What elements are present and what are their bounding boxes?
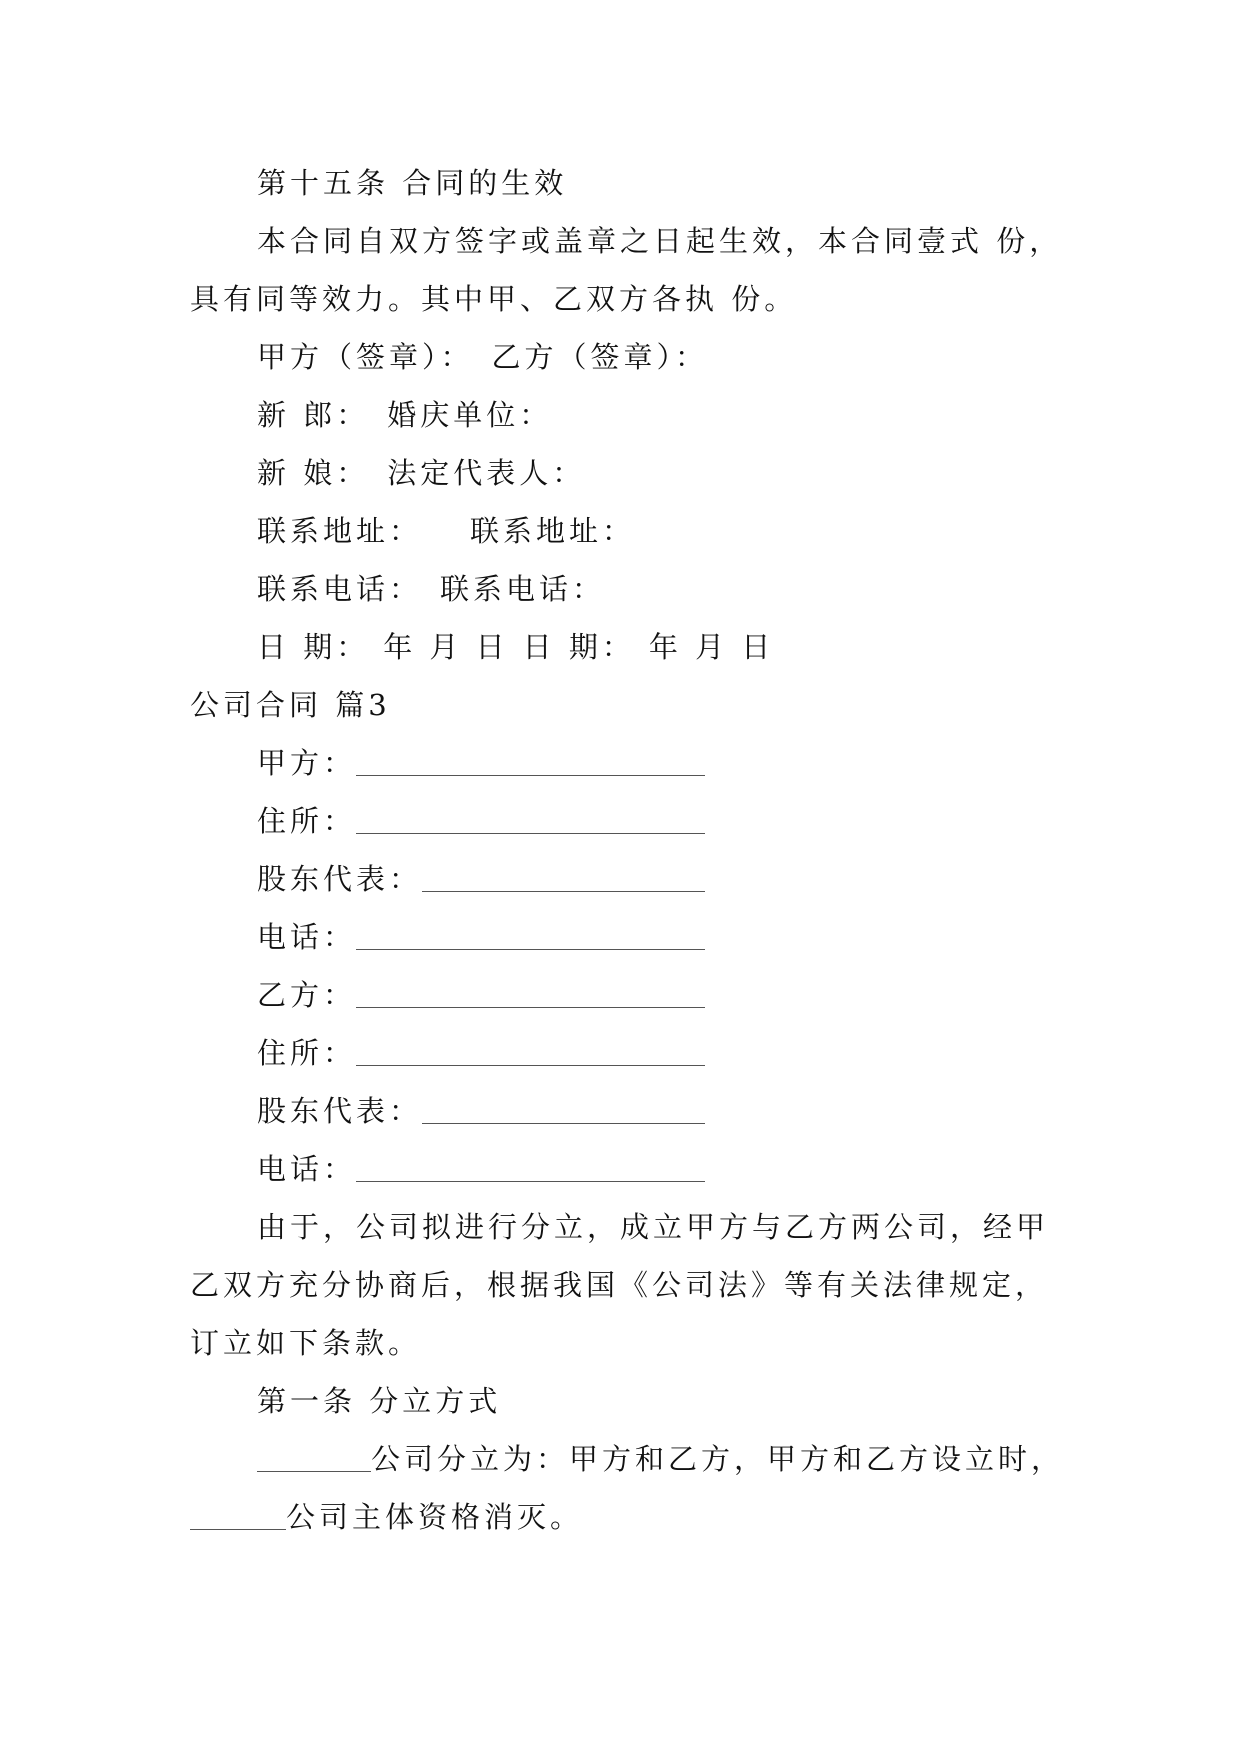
company-name-blank [257,1445,371,1472]
article1-line1-text: 公司分立为：甲方和乙方，甲方和乙方设立时， [371,1442,1065,1476]
sign-row [257,337,708,377]
party-b-row [257,975,705,1015]
address-a-blank [356,807,705,834]
preamble-line2: 乙双方充分协商后，根据我国《公司法》等有关法律规定， [190,1268,1049,1302]
article15-para-line2: 具有同等效力。其中甲、乙双方各执 份。 [190,282,798,316]
date-row [257,627,774,667]
phone-b-label: 电话： [257,1152,357,1186]
article15-heading: 第十五条 合同的生效 [257,166,568,200]
groom-label: 新 郎： [257,398,370,432]
rep-b-row [257,1091,705,1131]
phone-a-blank [356,923,705,950]
preamble-line1: 由于，公司拟进行分立，成立甲方与乙方两公司，经甲 [257,1210,1050,1244]
party-a-sign-label: 甲方（签章）： [257,340,474,374]
phone-a-label: 电话： [257,920,357,954]
rep-a-row [257,859,705,899]
wedding-unit-label: 婚庆单位： [387,398,553,432]
rep-a-label: 股东代表： [257,862,423,896]
rep-a-blank [422,865,705,892]
party-a-row [257,743,705,783]
phone-label-a: 联系电话： [257,572,423,606]
article15-para-line1: 本合同自双方签字或盖章之日起生效，本合同壹式 份， [257,224,1063,258]
article1-line1 [257,1439,1064,1479]
address-b-row [257,1033,705,1073]
date-label-b: 日 期： [522,630,635,664]
article1-heading: 第一条 分立方式 [257,1384,502,1418]
party-b-sign-label: 乙方（签章）： [491,340,709,374]
phone-b-row [257,1149,705,1189]
phone-row [257,569,605,609]
address-b-label: 住所： [257,1036,357,1070]
party-b-label: 乙方： [257,978,357,1012]
preamble-line3: 订立如下条款。 [190,1326,422,1360]
party-a-blank [356,749,705,776]
party-a-label: 甲方： [257,746,357,780]
address-label-a: 联系地址： [257,514,423,548]
bride-label: 新 娘： [257,456,370,490]
phone-a-row [257,917,705,957]
address-row [257,511,635,551]
article1-line2-text: 公司主体资格消灭。 [286,1500,584,1534]
phone-b-blank [356,1155,705,1182]
rep-b-label: 股东代表： [257,1094,423,1128]
section-title: 公司合同 篇3 [190,688,391,722]
address-a-row [257,801,705,841]
legal-rep-label: 法定代表人： [387,456,586,490]
address-label-b: 联系地址： [470,514,636,548]
date-ymd-b: 年 月 日 [648,630,775,664]
bride-row [257,453,585,493]
groom-row [257,395,552,435]
address-b-blank [356,1039,705,1066]
party-b-blank [356,981,705,1008]
phone-label-b: 联系电话： [440,572,606,606]
rep-b-blank [422,1097,705,1124]
address-a-label: 住所： [257,804,357,838]
date-label-a: 日 期： [257,630,370,664]
date-ymd-a: 年 月 日 [383,630,509,664]
company-name-blank-2 [190,1503,286,1530]
article1-line2 [190,1497,583,1537]
